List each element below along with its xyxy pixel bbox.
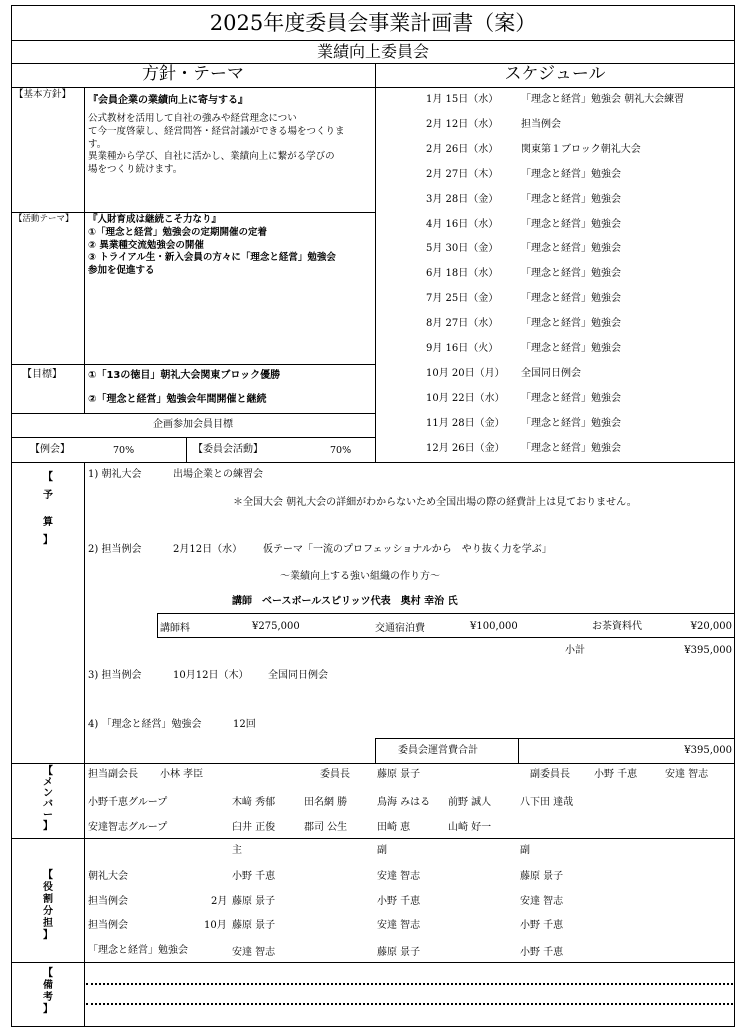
label-char: 】 <box>43 930 53 941</box>
vice-chair-name: 小林 孝臣 <box>160 769 204 780</box>
label-char: 割 <box>43 894 53 905</box>
basic-policy-line: 公式教材を活用して自社の強みや経営理念につい <box>88 113 297 124</box>
theme-item: ② 異業種交流勉強会の開催 <box>88 239 204 251</box>
budget-section-label <box>41 470 55 548</box>
label-char: ー <box>43 810 53 821</box>
schedule-date: 8月 27日（水） <box>426 318 499 330</box>
remarks-line-2 <box>86 1003 733 1005</box>
group1-member: 八下田 達哉 <box>520 797 574 808</box>
role-main: 安達 智志 <box>232 946 276 958</box>
schedule-event: 「理念と経営」勉強会 <box>521 318 621 330</box>
roles-col-sub2: 副 <box>520 845 530 856</box>
role-sub2: 藤原 景子 <box>520 871 564 882</box>
divider-policy-label <box>84 87 85 413</box>
group1-member: 前野 誠人 <box>448 797 492 808</box>
label-char: 役 <box>43 882 53 893</box>
total-label: 委員会運営費合計 <box>398 745 478 756</box>
group2-member: 郡司 公生 <box>304 822 348 833</box>
divider-remarks-top <box>11 962 735 963</box>
tea-value: ¥20,000 <box>690 621 732 632</box>
role-main: 小野 千恵 <box>232 871 276 882</box>
schedule-event: 「理念と経営」勉強会 <box>521 218 621 230</box>
divider-committee <box>11 63 735 64</box>
fee-row-bottom <box>157 637 735 638</box>
basic-policy-label: 【基本方針】 <box>14 89 72 100</box>
label-char: 【 <box>43 870 53 881</box>
label-char: 担 <box>43 918 53 929</box>
schedule-event: 「理念と経営」勉強会 <box>521 442 621 454</box>
travel-label: 交通宿泊費 <box>375 623 425 634</box>
basic-policy-body <box>88 113 345 177</box>
label-char: 【 <box>43 472 53 483</box>
label-char: 】 <box>43 821 53 832</box>
vice-chair-label: 担当副会長 <box>88 769 138 780</box>
budget-item4-desc: 12回 <box>233 719 256 730</box>
divider-participation-values <box>11 437 375 438</box>
basic-policy-heading: 『会員企業の業績向上に寄与する』 <box>88 95 248 106</box>
role-month: 2月 <box>211 895 228 907</box>
theme-item: 参加を促進する <box>88 265 155 277</box>
group2-member: 臼井 正俊 <box>232 822 276 833</box>
schedule-event: 「理念と経営」勉強会 <box>521 343 621 354</box>
budget-item2-theme: 仮テーマ「一流のプロフェッショナルから やり抜く力を学ぶ」 <box>263 544 552 555</box>
schedule-date: 2月 27日（木） <box>426 168 499 180</box>
group2-label: 安達智志グループ <box>88 822 168 833</box>
budget-item1-note: ＊全国大会 朝礼大会の詳細がわからないため全国出場の際の経費計上は見ておりません。 <box>233 497 637 508</box>
budget-item2-speaker: 講師 ベースボールスピリッツ代表 奥村 幸治 氏 <box>232 596 458 607</box>
role-sub2: 小野 千恵 <box>520 946 564 958</box>
roles-col-main: 主 <box>232 845 242 856</box>
group1-member: 鳥海 みはる <box>377 797 431 808</box>
iinkai-label: 【委員会活動】 <box>193 444 263 455</box>
sub-chair-label: 副委員長 <box>530 769 570 780</box>
theme-body <box>88 214 336 278</box>
theme-item: ①「理念と経営」勉強会の定期開催の定着 <box>88 226 268 238</box>
label-char: 考 <box>43 992 53 1003</box>
budget-item1-desc: 出場企業との練習会 <box>173 469 263 480</box>
group2-member: 田崎 恵 <box>377 822 411 833</box>
schedule-event: 担当例会 <box>521 118 561 130</box>
group1-member: 木﨑 秀郁 <box>232 797 276 808</box>
divider-participation <box>11 413 375 414</box>
label-char: バ <box>43 799 53 810</box>
schedule-header: スケジュール <box>504 64 606 84</box>
policy-header: 方針・テーマ <box>142 64 244 84</box>
total-value: ¥395,000 <box>684 745 732 756</box>
divider-center <box>375 63 376 462</box>
label-char: 算 <box>43 517 53 528</box>
role-name: 担当例会 <box>88 895 128 907</box>
label-char: 】 <box>43 1004 53 1015</box>
schedule-event: 関東第１ブロック朝礼大会 <box>521 143 641 155</box>
travel-value: ¥100,000 <box>470 621 518 632</box>
label-char: 備 <box>43 980 53 991</box>
basic-policy-line: て今一度啓蒙し、経営問答・経営討議ができる場をつくりま <box>88 125 345 137</box>
divider-members-top <box>11 763 735 764</box>
roles-section-label <box>41 870 55 942</box>
schedule-event: 全国同日例会 <box>521 367 581 379</box>
role-name: 担当例会 <box>88 920 128 931</box>
theme-heading: 『人財育成は継続こそ力なり』 <box>88 214 222 225</box>
schedule-event: 「理念と経営」勉強会 <box>521 392 621 404</box>
role-sub1: 安達 智志 <box>377 871 421 882</box>
divider-headers <box>11 87 735 88</box>
schedule-date: 10月 22日（水） <box>426 392 505 404</box>
fee-row-left <box>157 613 158 637</box>
page-title: 2025年度委員会事業計画書（案） <box>209 11 537 35</box>
divider-iinkai <box>186 437 187 462</box>
schedule-date: 9月 16日（火） <box>426 343 499 354</box>
budget-item3-no: 3) 担当例会 <box>88 670 142 681</box>
divider-roles-top <box>11 838 735 839</box>
group1-member: 田名網 勝 <box>304 797 348 808</box>
remarks-line-1 <box>86 983 733 985</box>
role-sub1: 小野 千恵 <box>377 895 421 907</box>
basic-policy-line: 場をつくり続けます。 <box>88 164 183 176</box>
label-char: 分 <box>43 906 53 917</box>
budget-item3-desc: 全国同日例会 <box>268 670 328 681</box>
members-section-label <box>41 766 55 832</box>
schedule-date: 12月 26日（金） <box>426 442 505 454</box>
role-sub1: 安達 智志 <box>377 920 421 931</box>
label-char: ン <box>43 788 53 799</box>
role-main: 藤原 景子 <box>232 920 276 931</box>
budget-item1-no: 1) 朝礼大会 <box>88 469 142 480</box>
role-month: 10月 <box>204 920 227 931</box>
theme-label: 【活動テーマ】 <box>14 214 74 224</box>
schedule-date: 2月 12日（水） <box>426 118 499 130</box>
roles-col-sub1: 副 <box>377 845 387 856</box>
total-top <box>375 738 735 739</box>
goal-1: ①「13の徳目」朝礼大会関東ブロック優勝 <box>88 370 281 381</box>
tea-label: お茶資料代 <box>592 621 642 632</box>
schedule-event: 「理念と経営」勉強会 <box>521 293 621 305</box>
subtotal-label: 小計 <box>565 645 585 656</box>
schedule-event: 「理念と経営」勉強会 <box>521 243 621 255</box>
schedule-date: 3月 28日（金） <box>426 193 499 205</box>
chair-label: 委員長 <box>320 769 350 780</box>
committee-name: 業績向上委員会 <box>316 42 429 61</box>
subtotal-value: ¥395,000 <box>684 645 732 656</box>
budget-item4-no: 4) 「理念と経営」勉強会 <box>88 719 202 730</box>
role-sub2: 安達 智志 <box>520 895 564 907</box>
divider-title <box>11 40 735 41</box>
goal-label: 【目標】 <box>22 369 62 380</box>
fee-value: ¥275,000 <box>252 621 300 632</box>
remarks-section-label <box>41 968 55 1016</box>
role-sub1: 藤原 景子 <box>377 946 421 958</box>
label-char: 【 <box>43 766 53 777</box>
participation-title: 企画参加会員目標 <box>153 419 233 430</box>
budget-item2-no: 2) 担当例会 <box>88 544 142 555</box>
schedule-event: 「理念と経営」勉強会 <box>521 168 621 180</box>
sub-chair-name-1: 小野 千恵 <box>594 769 638 780</box>
schedule-date: 6月 18日（水） <box>426 268 499 280</box>
budget-item2-date: 2月12日（水） <box>173 544 243 555</box>
role-name: 「理念と経営」勉強会 <box>88 944 188 956</box>
schedule-date: 5月 30日（金） <box>426 243 499 255</box>
schedule-date: 1月 15日（水） <box>426 94 499 105</box>
group1-label: 小野千恵グループ <box>88 797 168 808</box>
role-sub2: 小野 千恵 <box>520 920 564 931</box>
chair-name: 藤原 景子 <box>377 769 421 780</box>
basic-policy-line: す。 <box>88 138 107 150</box>
basic-policy-line: 異業種から学び、自社に活かし、業績向上に繋がる学びの <box>88 151 335 163</box>
goal-2: ②「理念と経営」勉強会年間開催と継続 <box>88 394 267 405</box>
reikai-label: 【例会】 <box>30 444 70 455</box>
divider-goal <box>11 364 375 365</box>
budget-item2-subtitle: ～業績向上する強い組織の作り方～ <box>280 571 440 582</box>
label-char: メ <box>43 777 53 788</box>
fee-label: 講師料 <box>160 623 190 634</box>
total-mid <box>518 738 519 763</box>
divider-budget-top <box>11 462 735 463</box>
sub-chair-name-2: 安達 智志 <box>665 769 709 780</box>
role-name: 朝礼大会 <box>88 871 128 882</box>
total-left <box>375 738 376 763</box>
role-main: 藤原 景子 <box>232 895 276 907</box>
schedule-event: 「理念と経営」勉強会 <box>521 268 621 280</box>
reikai-value: 70% <box>113 445 135 456</box>
schedule-date: 7月 25日（金） <box>426 293 499 305</box>
label-char: 】 <box>43 535 53 546</box>
label-char: 【 <box>43 968 53 979</box>
theme-item: ③ トライアル生・新入会員の方々に「理念と経営」勉強会 <box>88 252 336 264</box>
divider-lower-label <box>84 462 85 1027</box>
schedule-event: 「理念と経営」勉強会 朝礼大会練習 <box>521 94 685 105</box>
schedule-date: 4月 16日（水） <box>426 218 499 230</box>
schedule-date: 10月 20日（月） <box>426 367 505 379</box>
label-char: 予 <box>43 490 53 501</box>
schedule-event: 「理念と経営」勉強会 <box>521 417 621 429</box>
budget-item3-date: 10月12日（木） <box>173 670 249 681</box>
divider-theme <box>11 212 375 213</box>
iinkai-value: 70% <box>330 445 352 456</box>
group2-member: 山崎 好一 <box>448 822 492 833</box>
fee-row-top <box>157 613 735 614</box>
schedule-date: 2月 26日（水） <box>426 143 499 155</box>
schedule-date: 11月 28日（金） <box>426 417 505 429</box>
schedule-event: 「理念と経営」勉強会 <box>521 193 621 205</box>
